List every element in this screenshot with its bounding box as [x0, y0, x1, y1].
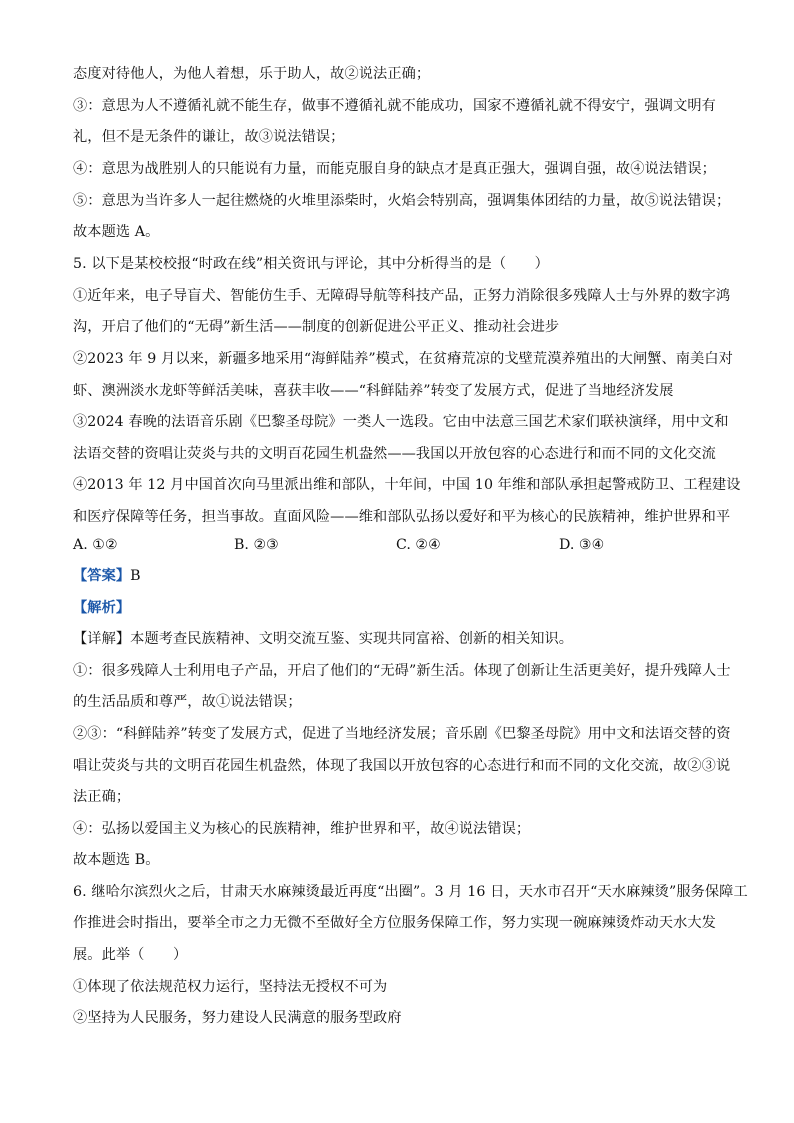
choice-d: D. ③④	[559, 537, 605, 553]
text-line: ④：意思为战胜别人的只能说有力量，而能克服自身的缺点才是真正强大，强调自强，故④说法错误；	[73, 161, 716, 177]
answer-line	[73, 566, 723, 586]
text-line: ④2013 年 12 月中国首次向马里派出维和部队，十年间，中国 10 年维和部队承担起警戒防卫、工程建设	[73, 477, 741, 493]
text-line: 礼，但不是无条件的谦让，故③说法错误；	[73, 129, 345, 145]
text-line: ①体现了依法规范权力运行，坚持法无授权不可为	[73, 979, 388, 995]
text-line: ②③：“科鲜陆养”转变了发展方式，促进了当地经济发展；音乐剧《巴黎圣母院》用中文和法语交替的资	[73, 726, 731, 742]
text-line: ①近年来，电子导盲犬、智能仿生手、无障碍导航等科技产品，正努力消除很多残障人士与外界的数字鸿	[73, 288, 731, 304]
text-line: 和医疗保障等任务，担当事故。直面风险——维和部队弘扬以爱好和平为核心的民族精神，维护世界和平	[73, 509, 731, 525]
question-6-stem: 6. 继哈尔滨烈火之后，甘肃天水麻辣烫最近再度“出圈”。3 月 16 日，天水市召开“天水麻辣烫”服务保障工	[73, 884, 748, 900]
text-line: ③2024 春晚的法语音乐剧《巴黎圣母院》一类人一选段。它由中法意三国艺术家们联袂演绎，用中文和	[73, 414, 729, 430]
detail-line	[73, 629, 723, 649]
text-line: 的生活品质和尊严，故①说法错误；	[73, 694, 302, 710]
question-5-stem: 5. 以下是某校校报“时政在线”相关资讯与评论，其中分析得当的是（ ）	[73, 256, 549, 272]
text-line: 故本题选 B。	[73, 852, 160, 868]
analysis-tag: 【解析】	[73, 600, 131, 616]
text-line: 虾、澳洲淡水龙虾等鲜活美味，喜获丰收——“科鲜陆养”转变了发展方式，促进了当地经济发展	[73, 383, 674, 399]
analysis-line	[73, 598, 723, 618]
text-line: 法语交替的资唱让荧炎与共的文明百花园生机盎然——我国以开放包容的心态进行和而不同的文化交流	[73, 446, 716, 462]
text-line: ⑤：意思为当许多人一起往燃烧的火堆里添柴时，火焰会特别高，强调集体团结的力量，故⑤说法错误；	[73, 193, 731, 209]
text-line: 作推进会时指出，要举全市之力无微不至做好全方位服务保障工作，努力实现一碗麻辣烫炸动天水大发	[73, 915, 716, 931]
choice-a: A. ①②	[73, 537, 118, 553]
text-line: 展。此举（ ）	[73, 947, 188, 963]
text-line: ②2023 年 9 月以来，新疆多地采用“海鲜陆养”模式，在贫瘠荒凉的戈壁荒漠养殖出的大闸蟹、南美白对	[73, 351, 733, 367]
text-line: ②坚持为人民服务，努力建设人民满意的服务型政府	[73, 1010, 402, 1026]
text-line: 故本题选 A。	[73, 224, 160, 240]
text-line: ③：意思为人不遵循礼就不能生存，做事不遵循礼就不能成功，国家不遵循礼就不得安宁，强调文明有	[73, 98, 716, 114]
choice-c: C. ②④	[396, 537, 441, 553]
text-line: ①：很多残障人士利用电子产品，开启了他们的“无碍”新生活。体现了创新让生活更美好，提升残障人士	[73, 663, 731, 679]
text-line: 沟，开启了他们的“无碍”新生活——制度的创新促进公平正义、推动社会进步	[73, 319, 560, 335]
detail-text: 本题考查民族精神、文明交流互鉴、实现共同富裕、创新的相关知识。	[130, 631, 574, 647]
text-line: 态度对待他人，为他人着想，乐于助人，故②说法正确；	[73, 66, 431, 82]
choice-b: B. ②③	[234, 537, 279, 553]
detail-tag: 【详解】	[73, 631, 131, 647]
text-line: 唱让荧炎与共的文明百花园生机盎然，体现了我国以开放包容的心态进行和而不同的文化交流，故②③说	[73, 758, 731, 774]
answer-choices	[73, 535, 723, 555]
text-line: ④：弘扬以爱国主义为核心的民族精神，维护世界和平，故④说法错误；	[73, 821, 531, 837]
answer-tag: 【答案】	[73, 568, 131, 584]
answer-value: B	[130, 568, 141, 584]
text-line: 法正确；	[73, 789, 131, 805]
